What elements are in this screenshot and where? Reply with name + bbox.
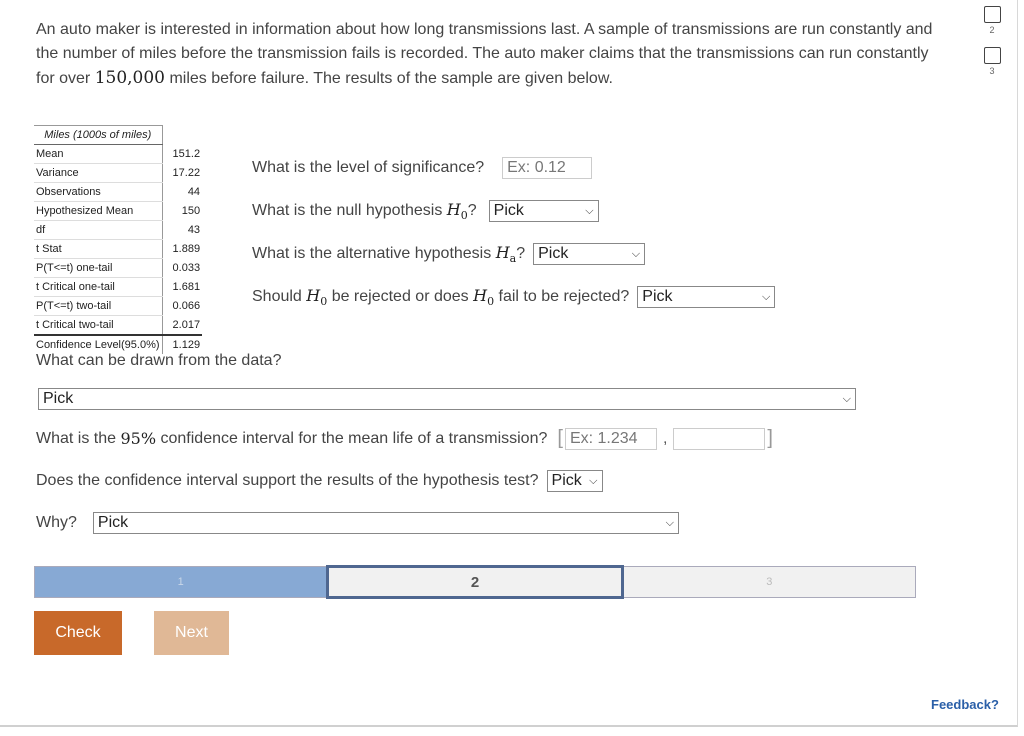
stats-value: 1.889 — [162, 240, 202, 259]
ci-percent: 95% — [120, 429, 157, 448]
side-nav-label-2: 2 — [989, 25, 995, 35]
why-select[interactable]: Pick ⌵ — [93, 512, 679, 534]
reject-question: Should $H_0$ be rejected or does $H_0$ fail to be rejected? Pick ⌵ — [252, 286, 775, 308]
null-hypothesis-question: What is the null hypothesis $H_0$ ? Pick ⌵ — [252, 200, 599, 222]
side-nav-label-3: 3 — [989, 66, 995, 76]
stats-label: P(T<=t) two-tail — [34, 297, 162, 316]
support-label: Does the confidence interval support the results of the hypothesis test? — [36, 472, 539, 489]
stats-label: P(T<=t) one-tail — [34, 259, 162, 278]
chevron-down-icon: ⌵ — [761, 291, 771, 304]
ci-lower-input[interactable]: Ex: 1.234 — [565, 428, 657, 450]
significance-label: What is the level of significance? — [252, 159, 485, 176]
stats-label: Variance — [34, 164, 162, 183]
reject-select[interactable]: Pick ⌵ — [637, 286, 775, 308]
stats-label: Observations — [34, 183, 162, 202]
stats-value: 17.22 — [162, 164, 202, 183]
stats-label: t Stat — [34, 240, 162, 259]
stats-value: 0.066 — [162, 297, 202, 316]
stats-value: 150 — [162, 202, 202, 221]
chevron-down-icon: ⌵ — [842, 393, 851, 405]
conclusion-label: What can be drawn from the data? — [36, 352, 282, 369]
side-nav — [980, 6, 1004, 88]
alt-hypothesis-symbol: $H_a$ — [495, 243, 517, 266]
null-hypothesis-label: What is the null hypothesis — [252, 202, 443, 220]
stats-value: 151.2 — [162, 145, 202, 164]
side-nav-checkbox-2[interactable] — [984, 6, 1001, 23]
progress-bar — [34, 566, 916, 598]
stats-label: Hypothesized Mean — [34, 202, 162, 221]
claim-value: 150,000 — [94, 68, 165, 88]
stats-label: t Critical two-tail — [34, 316, 162, 336]
stats-value: 2.017 — [162, 316, 202, 336]
stats-label: df — [34, 221, 162, 240]
check-button[interactable]: Check — [34, 611, 122, 655]
problem-statement: An auto maker is interested in information about how long transmissions last. A sample of transmissions are run constantly and the number of miles before the transmission fails is recorded. The auto maker claims that the transmissions can run constantly for over 150,000 miles before failure. The results of the sample are given below. — [36, 21, 933, 88]
ci-question: What is the 95% confidence interval for the mean life of a transmission? [ Ex: 1.234 , ] — [36, 427, 773, 449]
conclusion-select[interactable]: Pick ⌵ — [38, 388, 856, 410]
progress-step-2[interactable]: 2 — [326, 565, 623, 599]
stats-label: Confidence Level(95.0%) — [36, 339, 160, 351]
stats-table — [34, 125, 202, 354]
why-label: Why? — [36, 514, 77, 531]
stats-value: 1.681 — [162, 278, 202, 297]
alt-hypothesis-select[interactable]: Pick ⌵ — [533, 243, 645, 265]
chevron-down-icon: ⌵ — [589, 475, 598, 487]
chevron-down-icon: ⌵ — [665, 517, 674, 529]
alt-hypothesis-question: What is the alternative hypothesis $H_a$ ? Pick ⌵ — [252, 243, 645, 265]
significance-question — [252, 157, 592, 179]
why-question — [36, 512, 679, 534]
stats-header: Miles (1000s of miles) — [34, 126, 162, 145]
support-question — [36, 470, 603, 492]
chevron-down-icon: ⌵ — [631, 248, 641, 261]
side-nav-checkbox-3[interactable] — [984, 47, 1001, 64]
feedback-link[interactable]: Feedback? — [931, 697, 999, 712]
progress-step-1[interactable]: 1 — [35, 567, 326, 597]
stats-label: t Critical one-tail — [34, 278, 162, 297]
ci-upper-input[interactable] — [673, 428, 765, 450]
progress-step-3[interactable]: 3 — [624, 567, 915, 597]
stats-label: Mean — [34, 145, 162, 164]
support-select[interactable]: Pick ⌵ — [547, 470, 603, 492]
chevron-down-icon: ⌵ — [585, 205, 594, 218]
significance-input[interactable]: Ex: 0.12 — [502, 157, 592, 179]
stats-value: 43 — [162, 221, 202, 240]
stats-value: 1.129 — [162, 335, 202, 354]
next-button[interactable]: Next — [154, 611, 229, 655]
null-hypothesis-symbol: $H_0$ — [446, 200, 468, 223]
stats-value: 0.033 — [162, 259, 202, 278]
alt-hypothesis-label: What is the alternative hypothesis — [252, 245, 492, 263]
stats-value: 44 — [162, 183, 202, 202]
null-hypothesis-select[interactable]: Pick ⌵ — [489, 200, 599, 222]
